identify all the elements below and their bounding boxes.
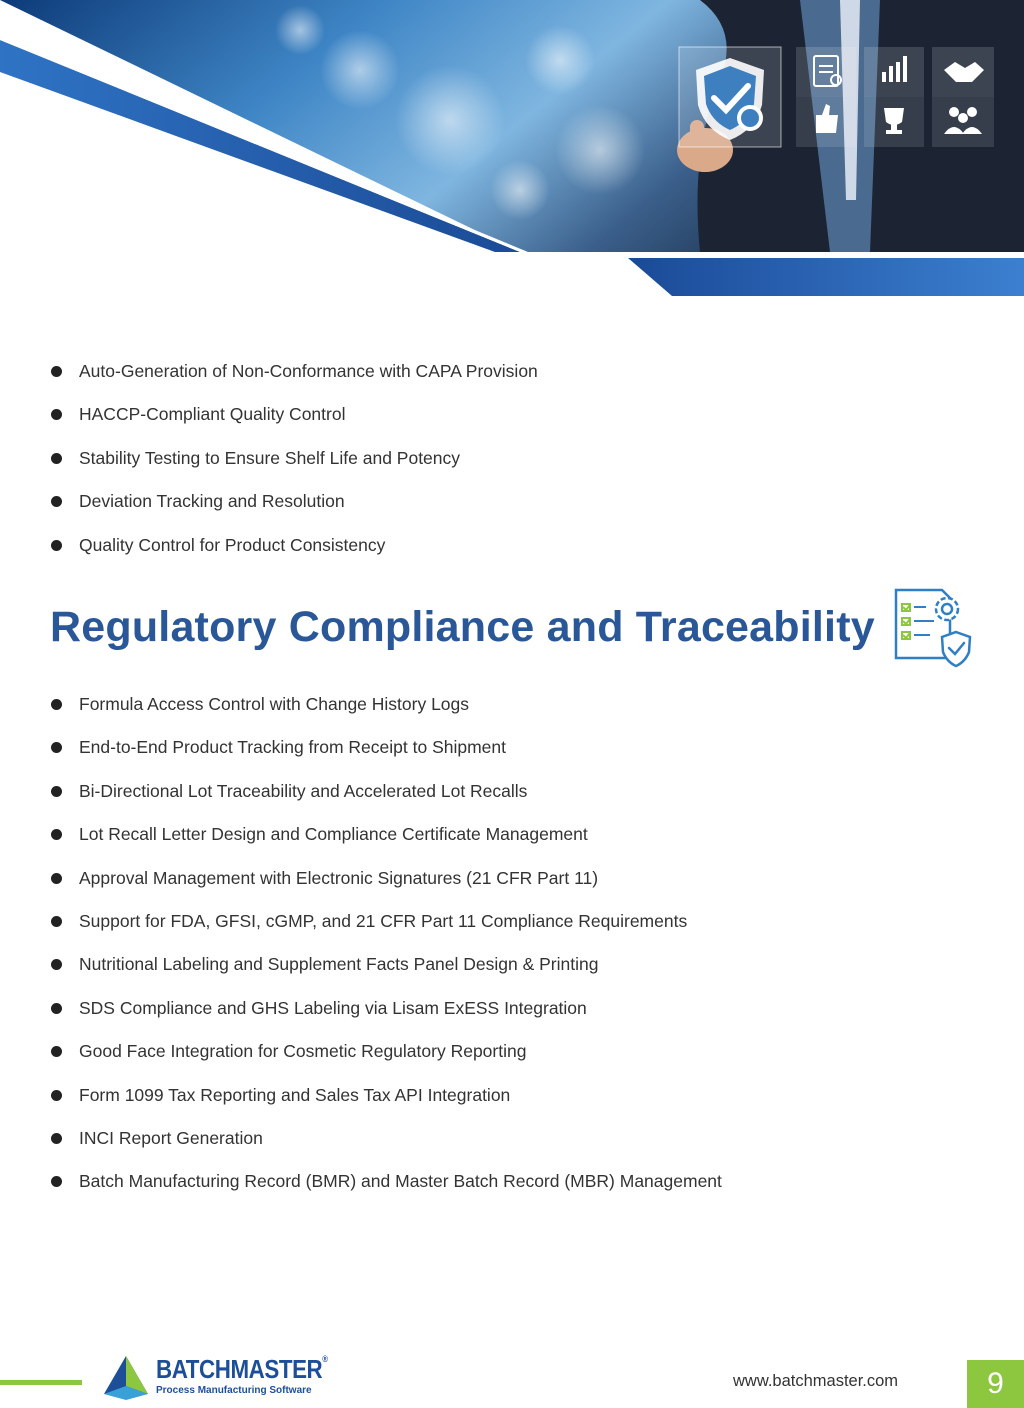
- clipboard-icon: [796, 47, 856, 97]
- compliance-document-icon: [890, 584, 974, 668]
- bullet-dot: [51, 453, 62, 464]
- logo-wordmark: BATCHMASTER®: [156, 1354, 328, 1384]
- logo-tagline: Process Manufacturing Software: [156, 1385, 312, 1396]
- batchmaster-logo[interactable]: [104, 1352, 328, 1402]
- thumbs-up-icon: [796, 97, 856, 147]
- bar-chart-icon: [864, 47, 924, 97]
- hero-banner: [0, 0, 1024, 300]
- bullet-dot: [51, 873, 62, 884]
- page-number: 9: [967, 1360, 1024, 1408]
- bullet-dot: [51, 1046, 62, 1057]
- bullet-dot: [51, 699, 62, 710]
- bullet-dot: [51, 366, 62, 377]
- footer-accent-line: [0, 1380, 82, 1385]
- bullet-dot: [51, 540, 62, 551]
- bullet-dot: [51, 959, 62, 970]
- handshake-icon: [932, 47, 994, 97]
- bullet-dot: [51, 786, 62, 797]
- bullet-dot: [51, 409, 62, 420]
- team-icon: [932, 97, 994, 147]
- bullet-dot: [51, 1090, 62, 1101]
- website-link[interactable]: www.batchmaster.com: [733, 1372, 899, 1390]
- bullet-dot: [51, 742, 62, 753]
- batchmaster-logo-icon: [104, 1354, 152, 1400]
- bullet-dot: [51, 1133, 62, 1144]
- bullet-dot: [51, 916, 62, 927]
- section-title: Regulatory Compliance and Traceability: [50, 603, 875, 651]
- trophy-icon: [864, 97, 924, 147]
- shield-check-icon: [679, 47, 781, 147]
- bullet-dot: [51, 1003, 62, 1014]
- bullet-dot: [51, 1176, 62, 1187]
- bullet-dot: [51, 496, 62, 507]
- bullet-dot: [51, 829, 62, 840]
